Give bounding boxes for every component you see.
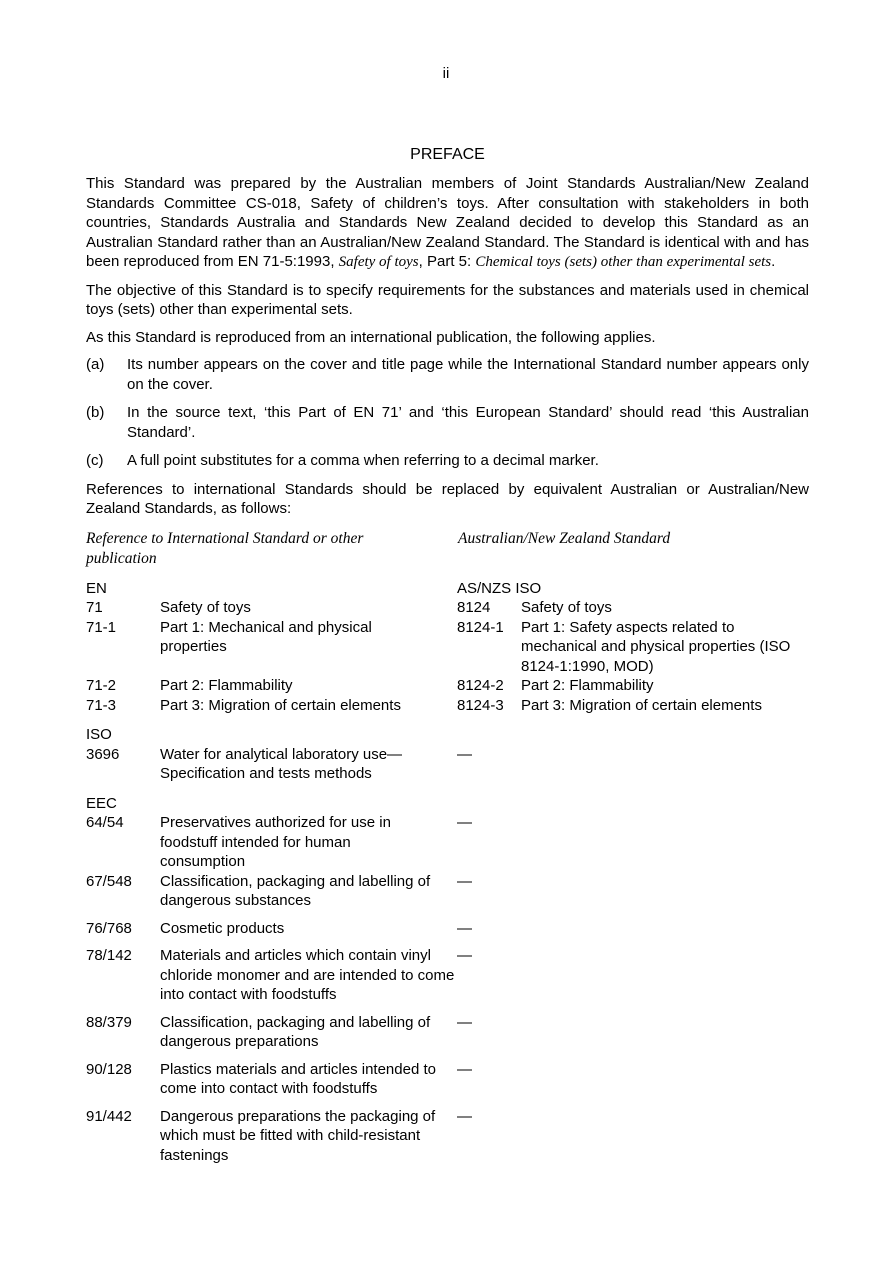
intro-mid: , Part 5: (418, 253, 476, 270)
ref-code: 3696 (86, 745, 120, 763)
no-equivalent-dash: — (457, 814, 472, 831)
table-row (86, 745, 809, 784)
table-row (86, 579, 809, 599)
no-equivalent-dash: — (457, 872, 472, 890)
table-row (86, 598, 809, 618)
ref-title: Part 3: Migration of certain elements (160, 696, 401, 714)
list-text: In the source text, ‘this Part of EN 71’ and ‘this European Standard’ should read ‘this Australian Standard’. (127, 404, 809, 441)
intro-end: . (771, 253, 776, 270)
ref-code: 71-3 (86, 696, 117, 714)
ref-code: 67/548 (86, 872, 132, 890)
list-marker: (b) (86, 404, 105, 421)
applies-list (86, 355, 809, 471)
ref-code: 76/768 (86, 919, 132, 937)
table-row (86, 813, 809, 872)
group-label-en: EN (86, 579, 107, 597)
list-item (86, 403, 809, 442)
no-equivalent-dash: — (457, 745, 472, 763)
ref-code: 64/54 (86, 814, 124, 831)
ref-code: 71-2 (86, 677, 117, 694)
group-label-eec: EEC (86, 794, 117, 812)
as-code: 8124 (457, 599, 491, 616)
group-label-iso: ISO (86, 726, 112, 743)
table-header (86, 529, 809, 569)
table-row (86, 676, 809, 696)
as-code: 8124-2 (457, 677, 504, 694)
applies-paragraph: As this Standard is reproduced from an international publication, the following applies. (86, 328, 656, 346)
intro-paragraph (86, 174, 809, 273)
table-row (86, 919, 809, 939)
list-marker: (c) (86, 452, 104, 469)
ref-title: Cosmetic products (160, 919, 285, 937)
ref-title: Part 2: Flammability (160, 677, 293, 694)
ref-title: Part 1: Mechanical and physical properties (160, 618, 372, 655)
page-number: ii (442, 65, 450, 82)
ref-title: Plastics materials and articles intended to come into contact with foodstuffs (160, 1060, 436, 1097)
as-title: Part 2: Flammability (521, 677, 654, 694)
header-right: Australian/New Zealand Standard (458, 529, 671, 547)
ref-code: 91/442 (86, 1107, 132, 1125)
ref-code: 78/142 (86, 947, 132, 964)
table-row (86, 1013, 809, 1052)
standard-title: Safety of toys (338, 254, 419, 270)
table-row (86, 946, 809, 1005)
ref-code: 88/379 (86, 1013, 132, 1031)
table-row (86, 1107, 809, 1166)
table-row (86, 1060, 809, 1099)
list-marker: (a) (86, 356, 105, 373)
ref-title: Materials and articles which contain vinyl chloride monomer and are intended to come into contact with foodstuffs (160, 947, 455, 1003)
preface-heading: PREFACE (410, 146, 485, 163)
en-group (86, 579, 809, 716)
reference-table (86, 529, 809, 1166)
no-equivalent-dash: — (457, 919, 472, 937)
ref-title: Preservatives authorized for use in foodstuff intended for human consumption (160, 814, 391, 870)
table-row (86, 696, 809, 716)
header-left: Reference to International Standard or other publication (86, 529, 364, 567)
as-title: Part 1: Safety aspects related to mechanical and physical properties (ISO 8124-1:1990, MOD) (521, 618, 791, 675)
ref-title: Classification, packaging and labelling of dangerous preparations (160, 1013, 431, 1050)
no-equivalent-dash: — (457, 1060, 472, 1078)
no-equivalent-dash: — (457, 1107, 472, 1125)
table-row (86, 872, 809, 911)
table-row (86, 794, 809, 814)
no-equivalent-dash: — (457, 1013, 472, 1031)
ref-code: 71 (86, 599, 103, 616)
intro-text: This Standard was prepared by the Australian members of Joint Standards Australian/New Zealand Standards Committee CS-018, Safety of children’s toys. After consultation with stakeholders in both countries, Standards Australia and Standards New Zealand decided to develop this Standard as an Australian Standard rather than an Australian/New Zealand Standard. The Standard is identical with and has been reproduced from EN 71-5:1993, (86, 175, 809, 270)
as-code: 8124-3 (457, 696, 504, 714)
standard-subtitle: Chemical toys (sets) other than experimental sets (475, 254, 772, 270)
list-text: Its number appears on the cover and title page while the International Standard number appears only on the cover. (127, 356, 809, 393)
list-text: A full point substitutes for a comma when referring to a decimal marker. (127, 452, 599, 469)
objective-paragraph: The objective of this Standard is to specify requirements for the substances and materials used in chemical toys (sets) other than experimental sets. (86, 281, 809, 318)
as-code: 8124-1 (457, 618, 504, 636)
list-item (86, 355, 809, 394)
group-label-asnzs: AS/NZS ISO (457, 579, 542, 597)
ref-title: Dangerous preparations the packaging of which must be fitted with child-resistant fastenings (160, 1107, 436, 1164)
eec-group (86, 794, 809, 1166)
ref-title: Water for analytical laboratory use— Specification and tests methods (160, 745, 403, 782)
ref-code: 71-1 (86, 618, 117, 636)
as-title: Part 3: Migration of certain elements (521, 696, 762, 714)
table-row (86, 725, 809, 745)
references-paragraph: References to international Standards should be replaced by equivalent Australian or Australian/New Zealand Standards, as follows: (86, 480, 809, 517)
ref-title: Safety of toys (160, 599, 251, 616)
list-item (86, 451, 809, 471)
no-equivalent-dash: — (457, 947, 472, 964)
iso-group (86, 725, 809, 784)
ref-code: 90/128 (86, 1060, 132, 1078)
table-row (86, 618, 809, 677)
ref-title: Classification, packaging and labelling of dangerous substances (160, 872, 431, 909)
document-body (86, 146, 809, 1165)
as-title: Safety of toys (521, 599, 612, 616)
